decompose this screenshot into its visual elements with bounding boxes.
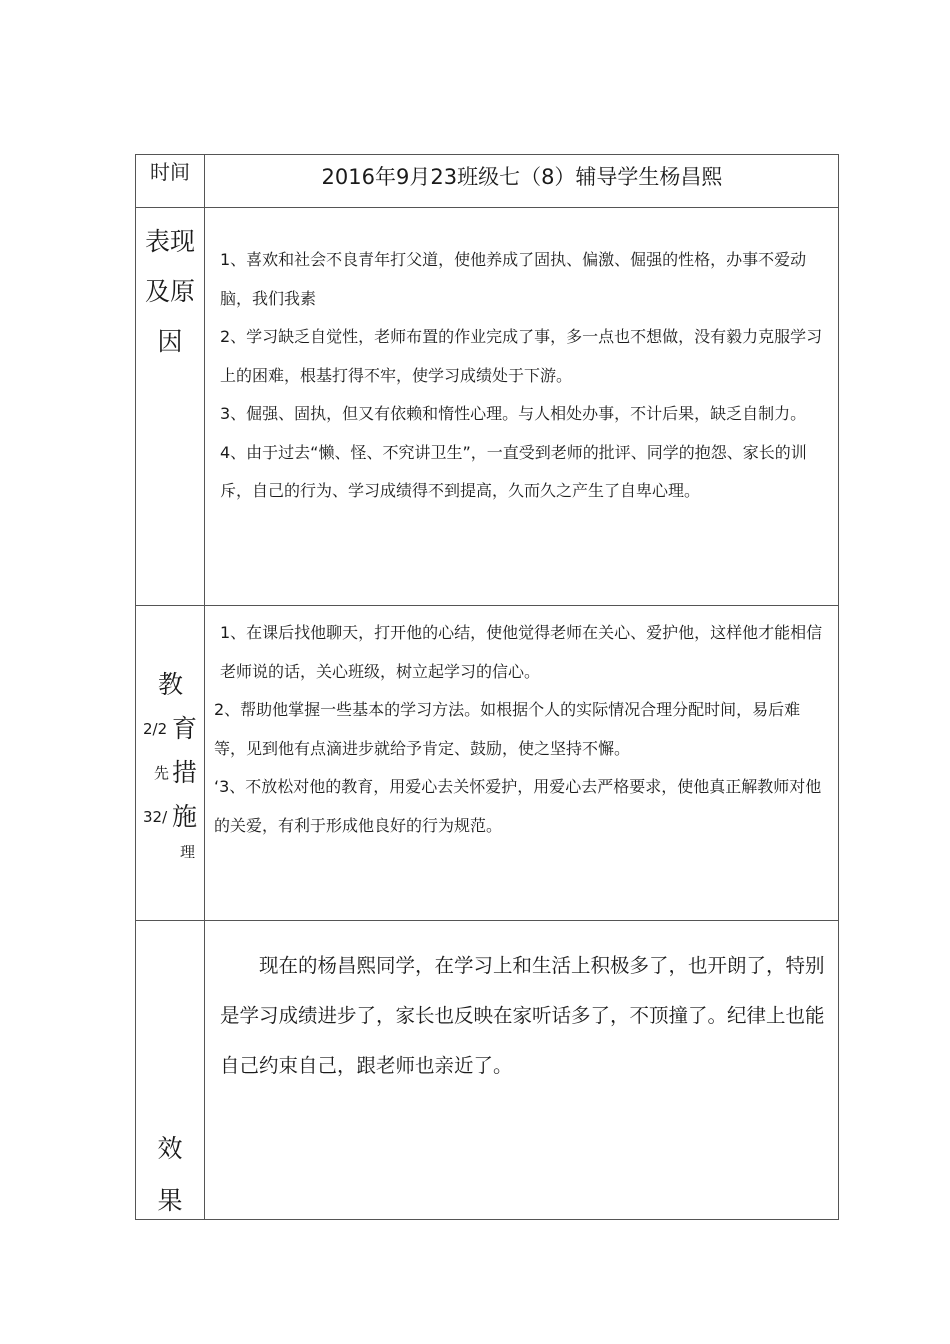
- row-divider: [136, 207, 838, 208]
- row-divider: [136, 920, 838, 921]
- row-divider: [136, 605, 838, 606]
- column-divider: [204, 155, 205, 1219]
- record-header: 2016年9月23班级七（8）辅导学生杨昌熙: [321, 165, 723, 189]
- label-char: 育: [172, 714, 198, 743]
- label-line: 效: [157, 1134, 183, 1163]
- tutoring-record-table: [135, 154, 839, 1220]
- paragraph: 3、倔强、固执，但又有依赖和惰性心理。与人相处办事，不计后果，缺乏自制力。: [220, 404, 807, 423]
- paragraph: 4、由于过去“懒、怪、不究讲卫生”，一直受到老师的批评、同学的抱怨、家长的训斥，自己的行为、学习成绩得不到提高，久而久之产生了自卑心理。: [220, 442, 807, 500]
- paragraph: 2、学习缺乏自觉性，老师布置的作业完成了事，多一点也不想做，没有毅力克服学习上的困难，根基打得不牢，使学习成绩处于下游。: [220, 327, 823, 385]
- paragraph: 现在的杨昌熙同学，在学习上和生活上积极多了，也开朗了，特别是学习成绩进步了，家长也反映在家听话多了，不顶撞了。纪律上也能自己约束自己，跟老师也亲近了。: [220, 954, 825, 1077]
- label-line: 因: [157, 327, 183, 356]
- label-small-text: 2/2: [143, 720, 168, 738]
- label-small-text: 先: [154, 764, 170, 782]
- paragraph: 1、喜欢和社会不良青年打父道，使他养成了固执、偏激、倔强的性格，办事不爱动脑，我们我素: [220, 250, 807, 308]
- paragraph: ‘3、不放松对他的教育，用爱心去关怀爱护，用爱心去严格要求，使他真正解教师对他的关爱，有利于形成他良好的行为规范。: [214, 777, 822, 835]
- education-measures-label: [136, 663, 204, 883]
- performance-cause-content: [220, 241, 832, 511]
- label-small-text: 32/: [143, 808, 168, 826]
- label-char: 措: [172, 758, 198, 787]
- label-line: 表现: [144, 227, 195, 256]
- label-char: 施: [172, 802, 198, 831]
- effect-content: [220, 941, 832, 1091]
- paragraph: 1、在课后找他聊天，打开他的心结，使他觉得老师在关心、爱护他，这样他才能相信老师说的话，关心班级，树立起学习的信心。: [220, 623, 823, 681]
- education-measures-content: [214, 614, 832, 845]
- performance-cause-label: [136, 217, 204, 367]
- label-char: 教: [158, 670, 184, 699]
- paragraph: 2、帮助他掌握一些基本的学习方法。如根据个人的实际情况合理分配时间，易后难等，见到他有点滴进步就给予肯定、鼓励，使之坚持不懈。: [214, 700, 801, 758]
- effect-label: [136, 1123, 204, 1227]
- label-line: 及原: [144, 277, 195, 306]
- time-label: 时间: [150, 160, 190, 184]
- label-small-text: 理: [180, 843, 196, 861]
- label-line: 果: [157, 1186, 183, 1215]
